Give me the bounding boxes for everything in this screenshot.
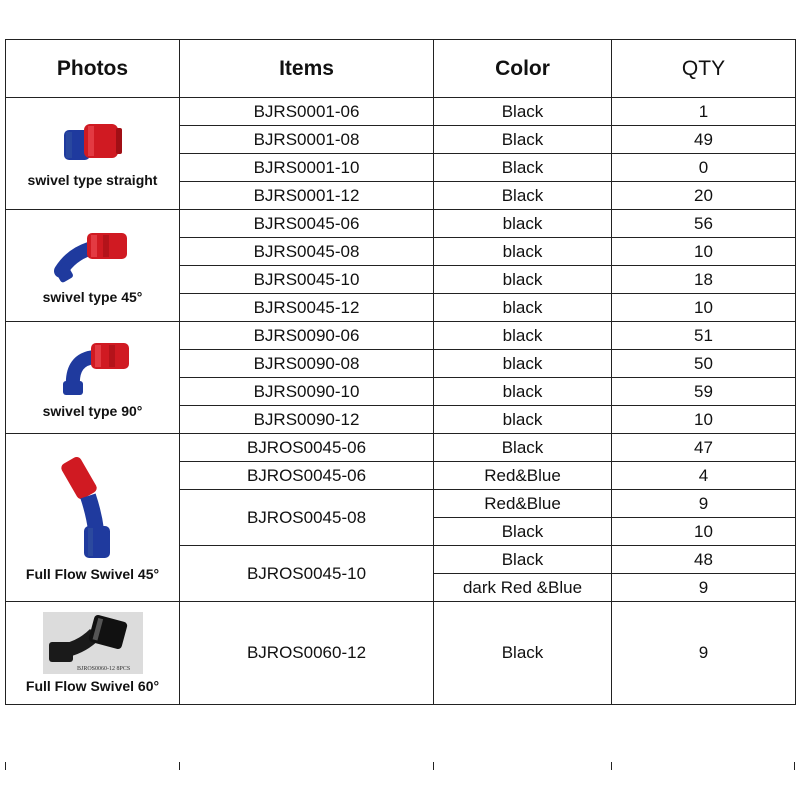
color-cell: Black <box>434 182 612 210</box>
color-cell: Black <box>434 602 612 705</box>
color-cell: Black <box>434 98 612 126</box>
qty-cell: 48 <box>612 546 796 574</box>
color-cell: black <box>434 378 612 406</box>
color-cell: Black <box>434 154 612 182</box>
photo-caption: swivel type straight <box>27 171 158 188</box>
color-cell: black <box>434 266 612 294</box>
color-cell: Black <box>434 518 612 546</box>
item-cell: BJROS0060-12 <box>180 602 434 705</box>
item-cell: BJRS0001-12 <box>180 182 434 210</box>
qty-cell: 9 <box>612 602 796 705</box>
item-cell: BJRS0001-10 <box>180 154 434 182</box>
color-cell: Black <box>434 546 612 574</box>
color-cell: Black <box>434 126 612 154</box>
table-row <box>6 322 796 350</box>
full-flow-45-fitting-icon <box>58 454 128 562</box>
photo-cell <box>6 98 180 210</box>
qty-cell: 59 <box>612 378 796 406</box>
item-cell: BJROS0045-06 <box>180 462 434 490</box>
color-cell: Red&Blue <box>434 462 612 490</box>
table-row <box>6 210 796 238</box>
qty-cell: 56 <box>612 210 796 238</box>
full-flow-60-fitting-photo <box>43 612 143 674</box>
table-row <box>6 434 796 462</box>
90-degree-fitting-icon <box>53 337 133 399</box>
item-cell: BJRS0090-12 <box>180 406 434 434</box>
photo-cell <box>6 434 180 602</box>
color-cell: black <box>434 322 612 350</box>
straight-fitting-icon <box>58 120 128 168</box>
item-cell: BJRS0090-10 <box>180 378 434 406</box>
item-cell: BJRS0090-06 <box>180 322 434 350</box>
color-cell: dark Red &Blue <box>434 574 612 602</box>
photo-caption: Full Flow Swivel 60° <box>25 678 160 694</box>
inventory-table <box>5 39 796 705</box>
header-row <box>6 40 796 98</box>
color-cell: Red&Blue <box>434 490 612 518</box>
photo-caption: Full Flow Swivel 45° <box>25 565 160 582</box>
qty-cell: 1 <box>612 98 796 126</box>
header-photos: Photos <box>6 40 180 98</box>
qty-cell: 18 <box>612 266 796 294</box>
item-cell: BJRS0001-06 <box>180 98 434 126</box>
header-color: Color <box>434 40 612 98</box>
45-degree-fitting-icon <box>53 227 133 285</box>
item-cell: BJRS0045-12 <box>180 294 434 322</box>
table-row <box>6 602 796 705</box>
qty-cell: 9 <box>612 490 796 518</box>
color-cell: black <box>434 350 612 378</box>
item-cell: BJRS0045-06 <box>180 210 434 238</box>
photo-cell <box>6 322 180 434</box>
qty-cell: 10 <box>612 238 796 266</box>
qty-cell: 10 <box>612 294 796 322</box>
table-row <box>6 98 796 126</box>
qty-cell: 47 <box>612 434 796 462</box>
qty-cell: 10 <box>612 406 796 434</box>
qty-cell: 9 <box>612 574 796 602</box>
photo-label: BJROS0060-12 8PCS <box>76 666 130 672</box>
item-cell: BJROS0045-10 <box>180 546 434 602</box>
qty-cell: 20 <box>612 182 796 210</box>
qty-cell: 10 <box>612 518 796 546</box>
qty-cell: 4 <box>612 462 796 490</box>
photo-cell <box>6 210 180 322</box>
header-items: Items <box>180 40 434 98</box>
item-cell: BJRS0045-10 <box>180 266 434 294</box>
color-cell: black <box>434 210 612 238</box>
header-qty: QTY <box>612 40 796 98</box>
item-cell: BJROS0045-06 <box>180 434 434 462</box>
color-cell: black <box>434 406 612 434</box>
color-cell: black <box>434 238 612 266</box>
item-cell: BJRS0090-08 <box>180 350 434 378</box>
qty-cell: 50 <box>612 350 796 378</box>
item-cell: BJRS0045-08 <box>180 238 434 266</box>
item-cell: BJROS0045-08 <box>180 490 434 546</box>
item-cell: BJRS0001-08 <box>180 126 434 154</box>
qty-cell: 51 <box>612 322 796 350</box>
photo-cell <box>6 602 180 705</box>
color-cell: Black <box>434 434 612 462</box>
photo-caption: swivel type 90° <box>42 402 143 419</box>
photo-caption: swivel type 45° <box>42 288 143 305</box>
qty-cell: 0 <box>612 154 796 182</box>
color-cell: black <box>434 294 612 322</box>
table-continuation <box>5 762 795 800</box>
qty-cell: 49 <box>612 126 796 154</box>
